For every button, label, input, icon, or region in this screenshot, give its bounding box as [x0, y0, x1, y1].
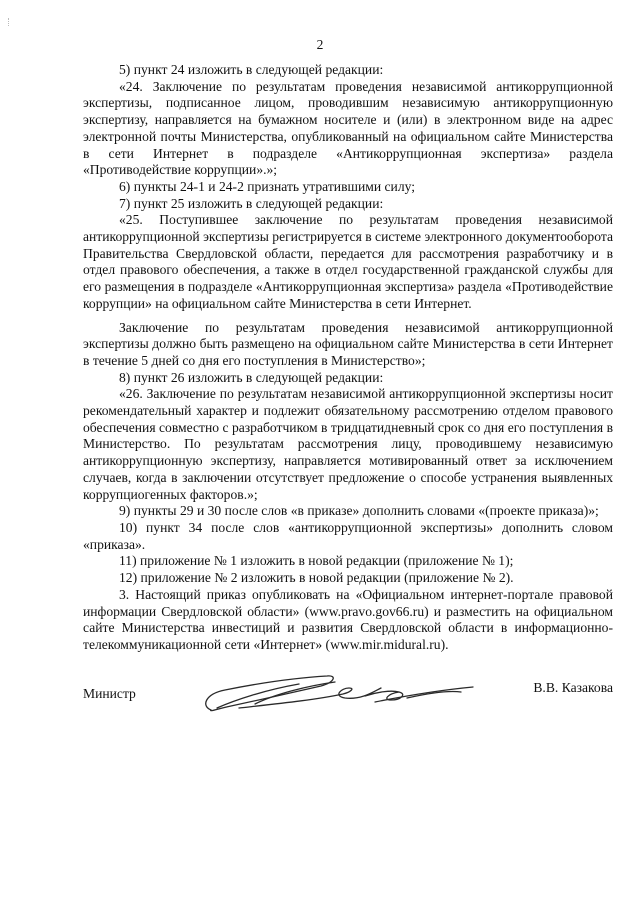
signature-block: [83, 674, 613, 734]
clause-24-text: «24. Заключение по результатам проведения независимой антикоррупционной экспертизы, подписанное лицом, проводившим независимую антикоррупционную экспертизу, направляется на бумажном носителе и (или) в электронном виде на адрес электронной почты Министерства, опубликованный на официальном сайте Министерства в сети Интернет в подразделе «Антикоррупционная экспертиза» раздела «Противодействие коррупции».»;: [83, 78, 613, 178]
clause-25-text: «25. Поступившее заключение по результатам проведения независимой антикоррупционной экспертизы регистрируется в системе электронного документооборота Правительства Свердловской области, передается для рассмотрения разработчику и в отдел правового обеспечения, а также в отдел государственной гражданской службы для его размещения в подразделе «Антикоррупционная экспертиза» раздела «Противодействие коррупции» на официальном сайте Министерства в сети Интернет.: [83, 212, 613, 311]
clause-25-continuation: Заключение по результатам проведения независимой антикоррупционной экспертизы должно быть размещено на официальном сайте Министерства в сети Интернет в течение 5 дней со дня его поступления в Министерство»;: [83, 319, 613, 368]
page-number: 2: [316, 37, 324, 52]
section-3-text: 3. Настоящий приказ опубликовать на «Официальном интернет-портале правовой информации Свердловской области» (www.pravo.gov66.ru) и разместить на официальном сайте Министерства инвестиций и развития Свердловской области в информационно-телекоммуникационной сети «Интернет» (www.mir.midural.ru).: [83, 586, 613, 652]
signatory-title: Министр: [83, 686, 136, 701]
item-6-text: 6) пункты 24-1 и 24-2 признать утратившими силу;: [119, 178, 416, 194]
item-9-text: 9) пункты 29 и 30 после слов «в приказе» дополнить словами «(проекте приказа)»;: [119, 503, 599, 519]
item-5-heading: 5) пункт 24 изложить в следующей редакции:: [119, 62, 384, 77]
scan-artifact: [8, 18, 12, 26]
signatory-name: В.В. Казакова: [533, 680, 613, 695]
item-7-heading: 7) пункт 25 изложить в следующей редакции:: [119, 195, 384, 211]
item-8-heading: 8) пункт 26 изложить в следующей редакции:: [119, 369, 384, 385]
handwritten-signature: [195, 670, 485, 722]
item-11-text: 11) приложение № 1 изложить в новой редакции (приложение № 1);: [119, 553, 514, 569]
item-10-text: 10) пункт 34 после слов «антикоррупционной экспертизы» дополнить словом «приказа».: [83, 519, 613, 552]
item-12-text: 12) приложение № 2 изложить в новой редакции (приложение № 2).: [119, 570, 514, 586]
document-body: [83, 62, 613, 654]
clause-26-text: «26. Заключение по результатам независимой антикоррупционной экспертизы носит рекомендательный характер и подлежит обязательному рассмотрению отделом правового обеспечения совместно с разработчиком в тридцатидневный срок со дня его поступления в Министерство. По результатам рассмотрения лицу, проводившему независимую антикоррупционную экспертизу, направляется мотивированный ответ за исключением случаев, когда в заключении отсутствует предложение о способе устранения выявленных коррупциогенных факторов.»;: [83, 386, 613, 502]
